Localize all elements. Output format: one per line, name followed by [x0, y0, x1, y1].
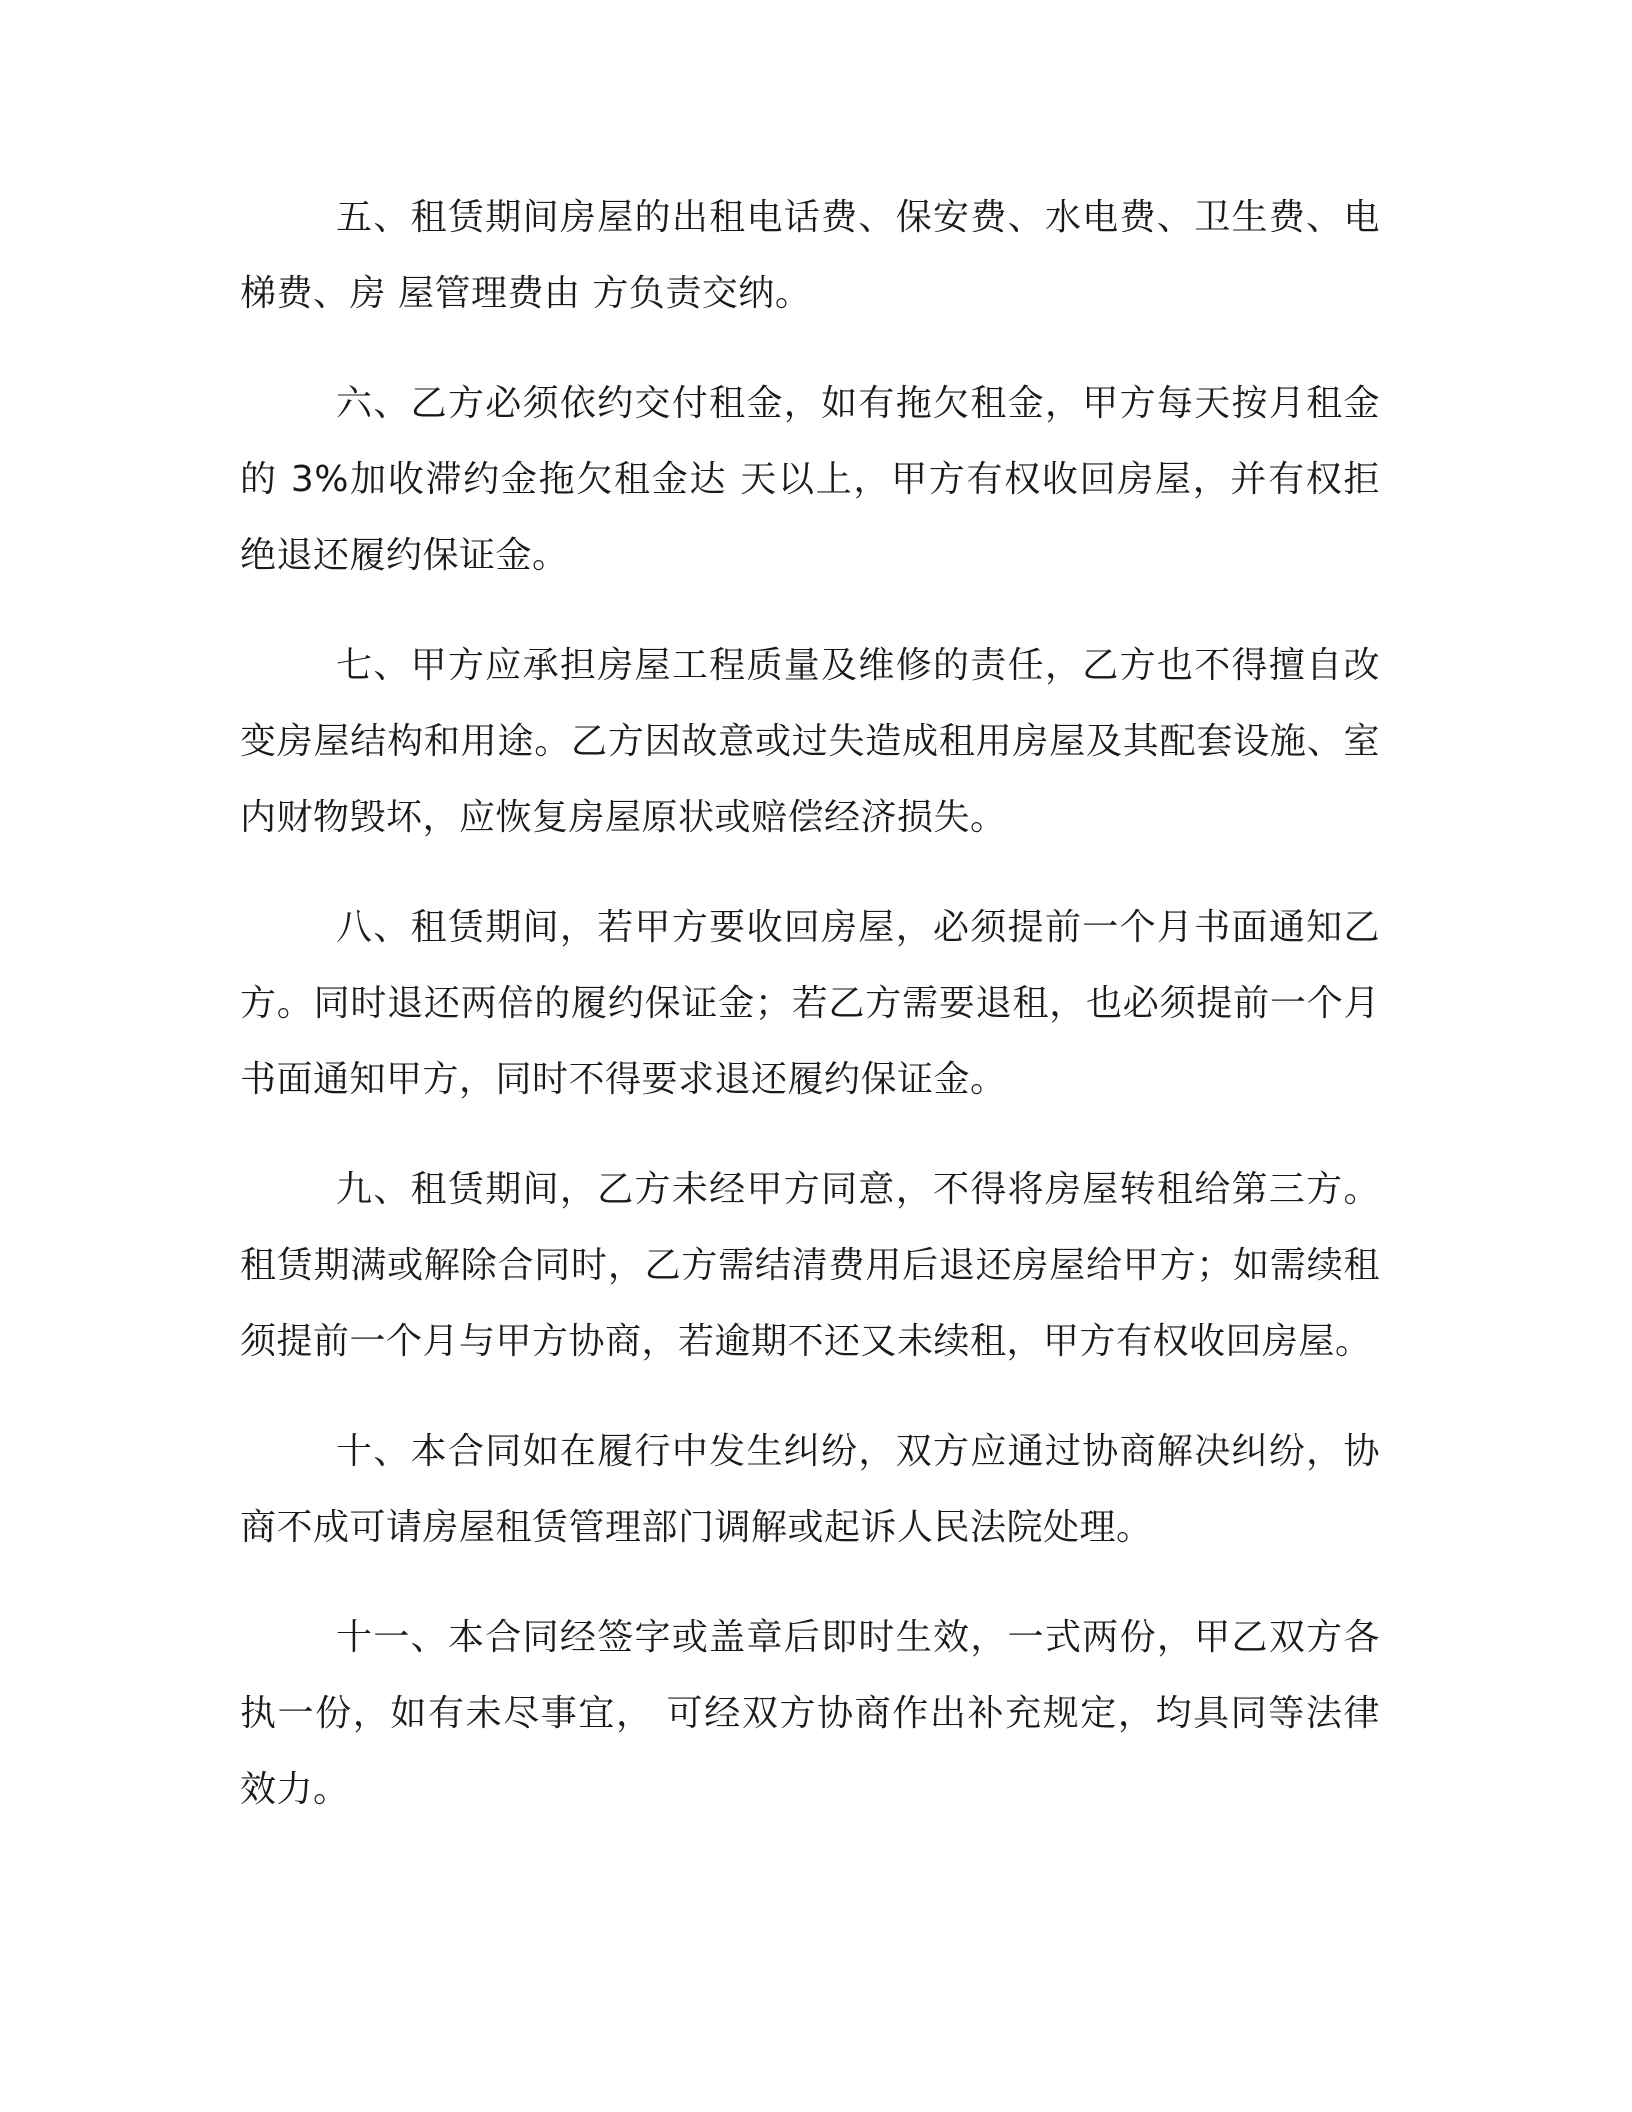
clause-9: 九、租赁期间，乙方未经甲方同意，不得将房屋转租给第三方。租赁期满或解除合同时，乙方需结清费用后退还房屋给甲方；如需续租须提前一个月与甲方协商，若逾期不还又未续租，甲方有权收回房屋。 [240, 1169, 1380, 1362]
clause-10: 十、本合同如在履行中发生纠纷，双方应通过协商解决纠纷，协商不成可请房屋租赁管理部门调解或起诉人民法院处理。 [240, 1431, 1380, 1548]
clause-11: 十一、本合同经签字或盖章后即时生效，一式两份，甲乙双方各执一份，如有未尽事宜， 可经双方协商作出补充规定，均具同等法律效力。 [240, 1617, 1380, 1810]
clause-6: 六、乙方必须依约交付租金，如有拖欠租金，甲方每天按月租金的 3%加收滞约金拖欠租金达 天以上，甲方有权收回房屋，并有权拒绝退还履约保证金。 [240, 383, 1380, 576]
contract-body [240, 180, 1380, 1862]
clause-8: 八、租赁期间，若甲方要收回房屋，必须提前一个月书面通知乙方。同时退还两倍的履约保证金；若乙方需要退租，也必须提前一个月书面通知甲方，同时不得要求退还履约保证金。 [240, 907, 1380, 1100]
clause-7: 七、甲方应承担房屋工程质量及维修的责任，乙方也不得擅自改变房屋结构和用途。乙方因故意或过失造成租用房屋及其配套设施、室内财物毁坏，应恢复房屋原状或赔偿经济损失。 [240, 645, 1380, 838]
clause-5: 五、租赁期间房屋的出租电话费、保安费、水电费、卫生费、电梯费、房 屋管理费由 方负责交纳。 [240, 197, 1380, 314]
